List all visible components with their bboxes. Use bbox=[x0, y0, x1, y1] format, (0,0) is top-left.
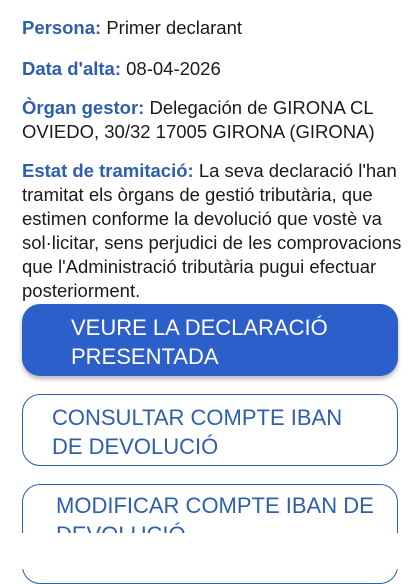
organ-gestor-label: Òrgan gestor: bbox=[22, 97, 145, 118]
estat-tramitacio-row bbox=[22, 159, 402, 303]
estat-tramitacio-value: La seva declaració l'han tramitat els òrgans de gestió tributària, que estimen conforme la devolució que vostè va sol·licitar, sens perjudici de les comprovacions que l'Administració tributària pugui efectuar posteriorment. bbox=[22, 160, 402, 301]
consult-iban-button[interactable] bbox=[22, 394, 398, 466]
view-declaration-button[interactable] bbox=[22, 304, 398, 376]
persona-label: Persona: bbox=[22, 17, 102, 38]
estat-tramitacio-label: Estat de tramitació: bbox=[22, 160, 194, 181]
organ-gestor-row bbox=[22, 96, 402, 144]
view-declaration-label: VEURE LA DECLARACIÓ PRESENTADA bbox=[71, 315, 328, 369]
consult-iban-label: CONSULTAR COMPTE IBAN DE DEVOLUCIÓ bbox=[52, 405, 343, 459]
data-alta-row bbox=[22, 57, 402, 81]
data-alta-value: 08-04-2026 bbox=[126, 58, 221, 79]
bottom-cutoff bbox=[0, 533, 420, 569]
modify-iban-label: MODIFICAR COMPTE IBAN DE bbox=[56, 493, 374, 518]
data-alta-label: Data d'alta: bbox=[22, 58, 121, 79]
organ-gestor-value: Delegación de GIRONA CL OVIEDO, 30/32 17005 GIRONA (GIRONA) bbox=[22, 97, 375, 142]
persona-row bbox=[22, 16, 402, 40]
persona-value: Primer declarant bbox=[106, 17, 243, 38]
